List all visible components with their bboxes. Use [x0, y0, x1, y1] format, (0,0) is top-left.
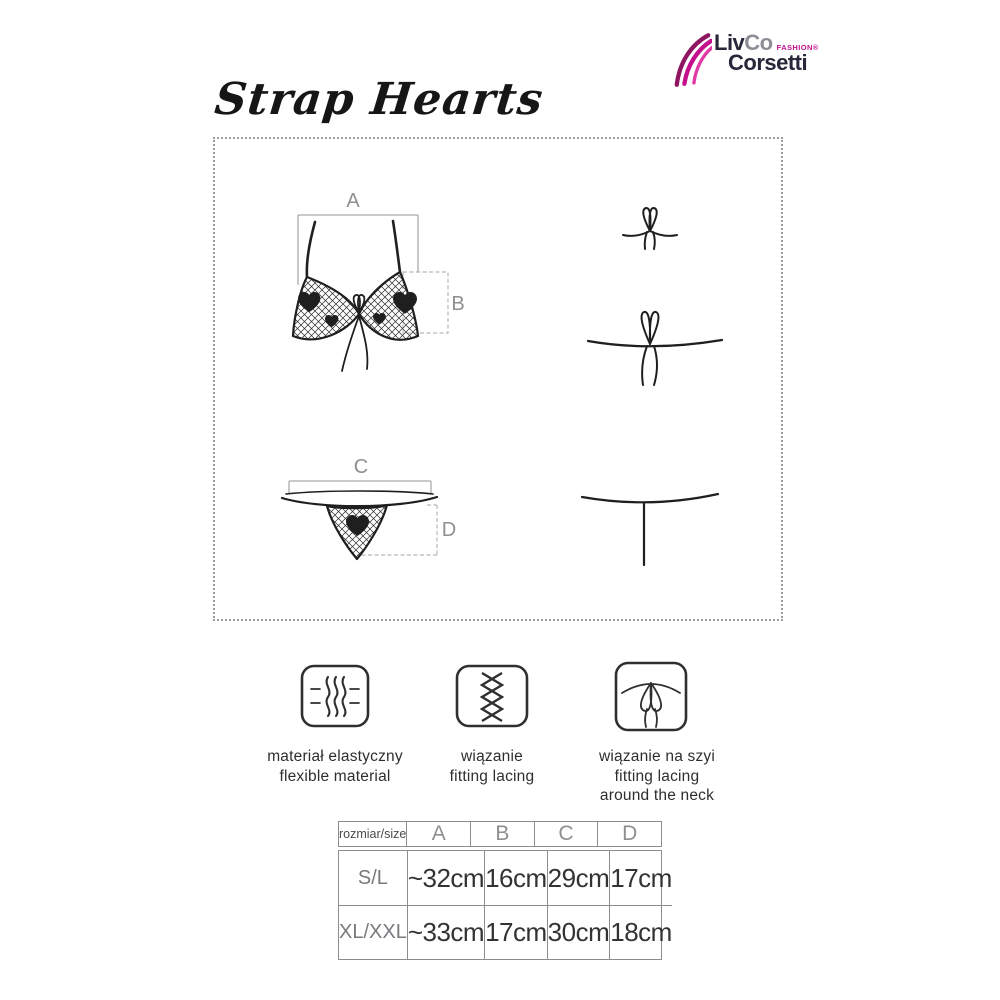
column-header-a: A [406, 822, 470, 846]
column-header-d: D [597, 822, 661, 846]
size-table-header [338, 821, 662, 847]
column-header-c: C [534, 822, 598, 846]
size-value: 29cm [547, 851, 610, 905]
size-value: ~33cm [407, 905, 484, 959]
bra-front-diagram [280, 185, 505, 390]
size-value: 30cm [547, 905, 610, 959]
measure-c-label: C [353, 456, 369, 478]
bra-left-strap [307, 222, 315, 277]
bra-right-strap [393, 221, 400, 272]
panties-front-diagram [279, 452, 464, 577]
feature-label-neck-lacing [574, 747, 740, 806]
feature-line: around the neck [599, 787, 715, 804]
logo-wing-icon [672, 32, 712, 88]
measure-b-label: B [451, 293, 465, 315]
feature-label-elastic [240, 747, 430, 786]
neck-tie-bow [623, 208, 677, 249]
column-header-b: B [470, 822, 534, 846]
feature-line: fitting lacing [614, 767, 700, 785]
size-row-label: S/L [357, 866, 388, 889]
logo-fashion-text: FASHION® [776, 43, 819, 52]
feature-line: wiązanie na szyi [598, 748, 716, 765]
size-value: 17cm [609, 851, 672, 905]
bra-left-cup [293, 277, 359, 339]
elastic-material-icon [300, 664, 370, 728]
logo-brand-co: Co [744, 30, 773, 55]
measure-d-label: D [441, 519, 457, 541]
bra-back-diagram [580, 195, 740, 395]
measure-a-label: A [346, 190, 360, 212]
waistband-bottom-edge [282, 497, 437, 506]
logo-text [714, 32, 819, 74]
logo-brand-corsetti: Corsetti [728, 50, 808, 75]
feature-label-lacing [409, 747, 575, 786]
neck-lacing-icon [614, 661, 688, 732]
feature-line: wiązanie [461, 748, 523, 765]
thong-back-lines [582, 494, 718, 565]
size-value: ~32cm [407, 851, 484, 905]
size-table-body [338, 850, 672, 960]
feature-line: materiał elastyczny [267, 748, 403, 765]
feature-line: flexible material [279, 767, 391, 785]
waistband-top-edge [286, 491, 433, 494]
feature-line: fitting lacing [449, 767, 535, 785]
size-value: 16cm [484, 851, 547, 905]
back-band-bow [588, 312, 722, 385]
fitting-lacing-icon [455, 664, 529, 728]
size-value: 18cm [609, 905, 672, 959]
size-row-label: XL/XXL [339, 905, 407, 959]
product-title: Strap Hearts [212, 74, 546, 125]
size-table-corner-label: rozmiar/size [339, 827, 407, 841]
logo-brand-liv: Liv [714, 30, 745, 55]
size-value: 17cm [484, 905, 547, 959]
brand-logo [672, 32, 822, 92]
panties-back-diagram [580, 470, 740, 570]
